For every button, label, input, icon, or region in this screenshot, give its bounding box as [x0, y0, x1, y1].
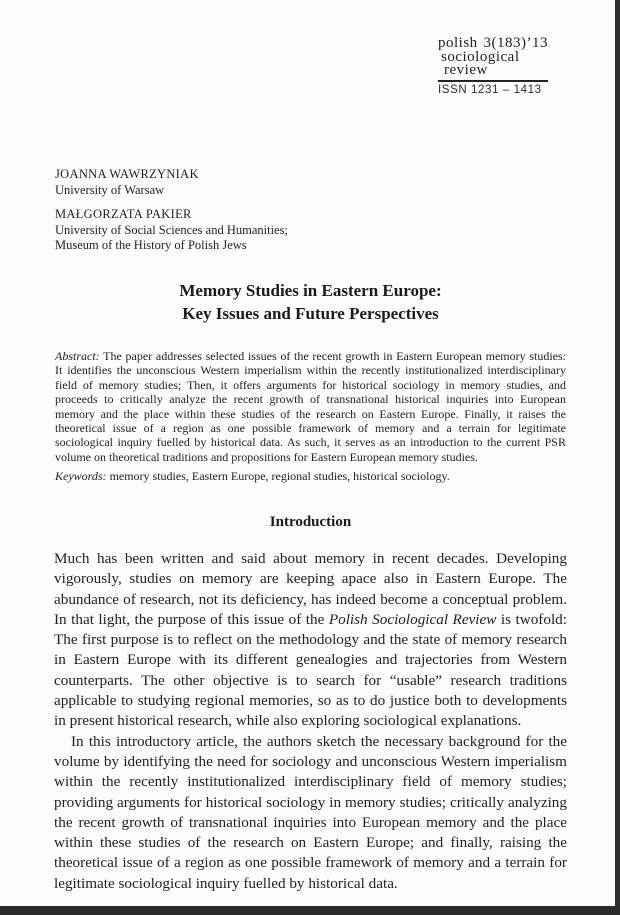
- journal-issue-number: 3(183)’13: [483, 35, 548, 51]
- abstract-label: Abstract:: [55, 349, 100, 363]
- body-text: [54, 549, 567, 894]
- scan-edge-bottom: [0, 906, 620, 915]
- authors-block: [55, 167, 288, 254]
- journal-name-line1: polish: [438, 35, 478, 51]
- scan-edge-right: [615, 0, 620, 915]
- abstract-text: The paper addresses selected issues of the recent growth in Eastern European memory studies: It identifies the unconscious Western imperialism within the recently institutionalized interdisciplinary field of memory studies; Then, it offers arguments for historical sociology in memory studies, and proceeds to critically analyze the recent growth of transnational historical inquiries into European memory and the place within these studies of the research on Eastern Europe. Finally, it raises the theoretical issue of a region as one possible framework of memory and a terrain for legitimate sociological inquiry fuelled by historical data. As such, it serves as an introduction to the current PSR volume on theoretical traditions and propositions for Eastern European memory studies.: [55, 349, 566, 464]
- author-name: JOANNA WAWRZYNIAK: [55, 167, 199, 181]
- journal-name-line2: sociological: [441, 48, 520, 65]
- journal-title-italic: Polish Sociological Review: [328, 610, 497, 628]
- journal-name-line3: review: [444, 62, 488, 78]
- author-entry: [55, 167, 288, 198]
- author-affiliation: University of Warsaw: [55, 182, 165, 197]
- body-paragraph-1: [54, 549, 567, 732]
- paper-title-line1: Memory Studies in Eastern Europe:: [179, 281, 442, 300]
- keywords-line: [55, 469, 566, 483]
- paper-title: [55, 279, 566, 325]
- section-heading-introduction: Introduction: [269, 514, 352, 530]
- keywords-text: memory studies, Eastern Europe, regional studies, historical sociology.: [109, 469, 450, 483]
- masthead-rule: [438, 80, 548, 82]
- author-name: MAŁGORZATA PAKIER: [55, 207, 192, 221]
- journal-issn: ISSN 1231 – 1413: [438, 83, 542, 96]
- body-paragraph-1-text-b: is twofold: The first purpose is to reflect on the methodology and the state of memory research in Eastern Europe with its different genealogies and trajectories from Western counterparts. The other objective is to search for “usable” research traditions applicable to studying regional memories, so as to do justice both to developments in present historical research, while also exploring sociological explanations.: [54, 610, 567, 730]
- author-affiliation: Museum of the History of Polish Jews: [55, 238, 247, 252]
- paper-title-line2: Key Issues and Future Perspectives: [182, 304, 439, 323]
- author-entry: [55, 207, 288, 254]
- abstract-paragraph: [55, 349, 566, 464]
- body-paragraph-2: In this introductory article, the authors sketch the necessary background for the volume by identifying the need for sociology and unconscious Western imperialism within the recently institutionalized interdisciplinary field of memory studies; providing arguments for historical sociology in memory studies; critically analyzing the recent growth of transnational inquiries into European memory and the place within these studies of the research on Eastern Europe; and finally, raising the theoretical issue of a region as one possible framework of memory and a terrain for legitimate sociological inquiry fuelled by historical data.: [54, 732, 567, 892]
- journal-masthead: [438, 37, 548, 97]
- keywords-label: Keywords:: [55, 469, 107, 483]
- author-affiliation: University of Social Sciences and Humanities;: [55, 222, 288, 237]
- body-paragraph-1-text-a: Much has been written and said about memory in recent decades. Developing vigorously, studies on memory are keeping apace also in Eastern Europe. The abundance of research, not its deficiency, has indeed become a conceptual problem. In that light, the purpose of this issue of the: [54, 550, 567, 628]
